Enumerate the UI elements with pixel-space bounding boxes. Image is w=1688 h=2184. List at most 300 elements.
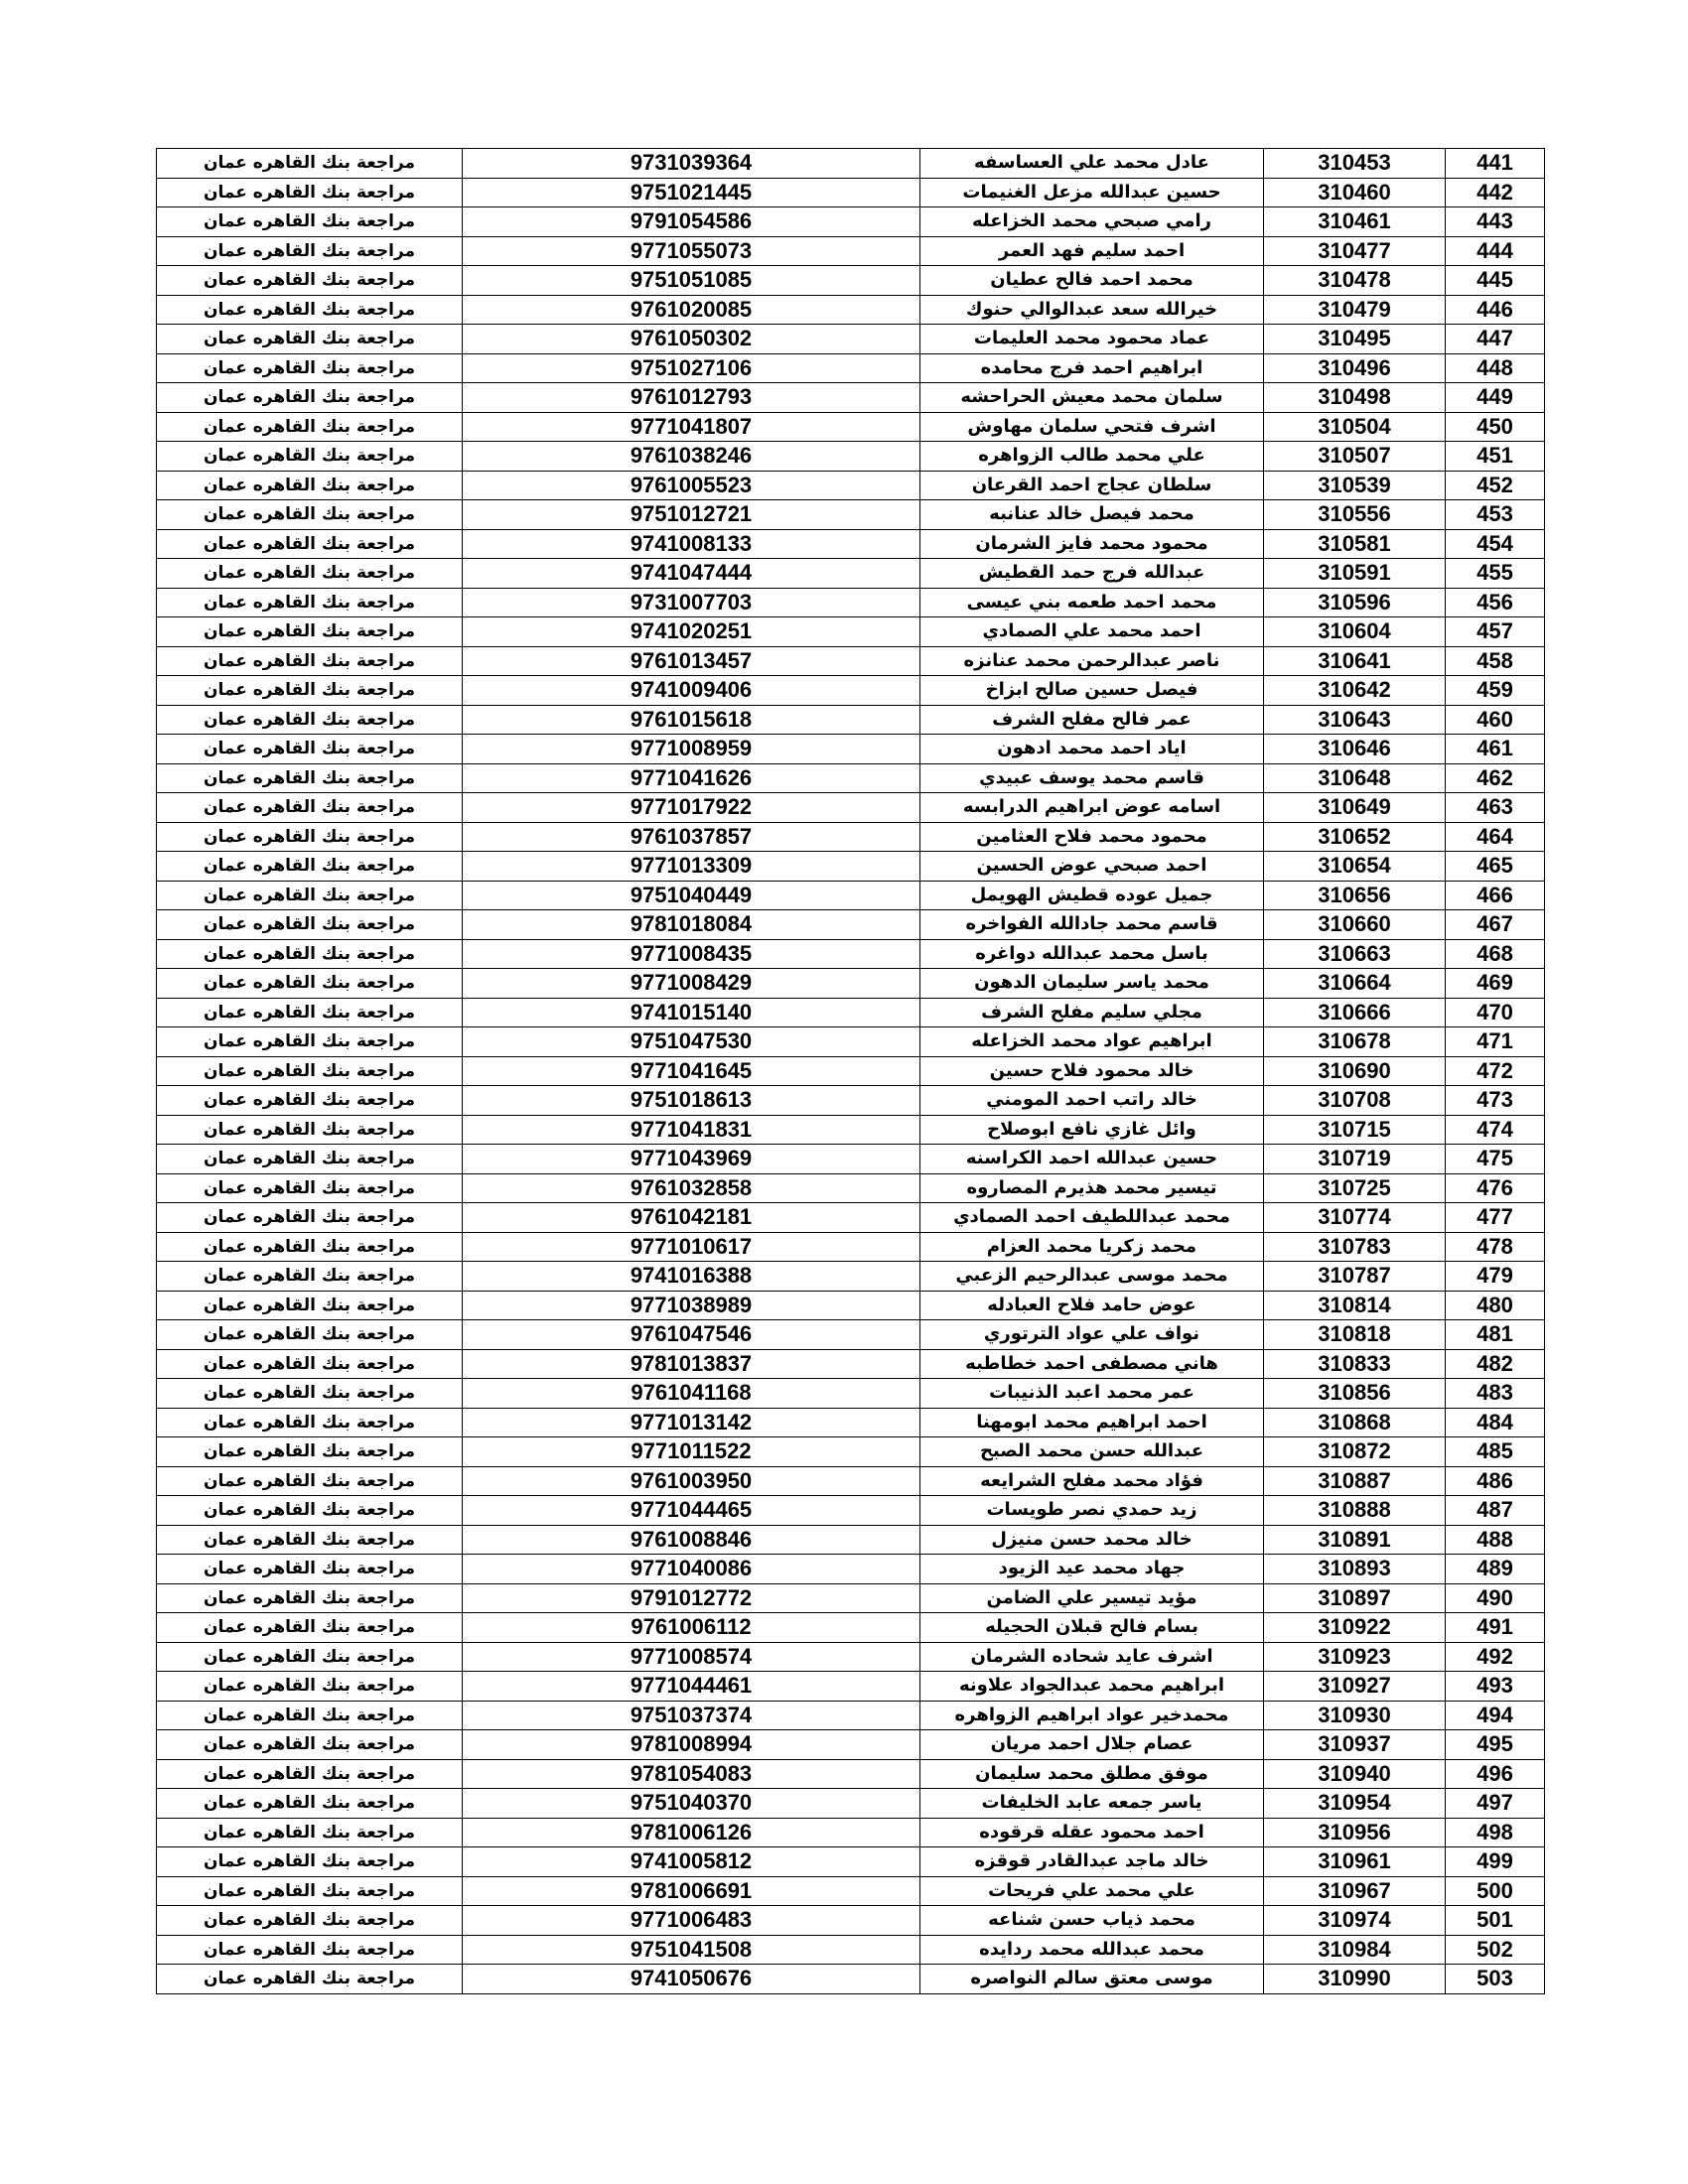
record-id-cell: 310654 — [1264, 852, 1446, 882]
serial-number-cell: 475 — [1446, 1145, 1545, 1174]
note-cell: مراجعة بنك القاهره عمان — [157, 735, 463, 764]
serial-number-cell: 454 — [1446, 529, 1545, 559]
note-cell: مراجعة بنك القاهره عمان — [157, 1086, 463, 1116]
record-id-cell: 310787 — [1264, 1262, 1446, 1292]
full-name-cell: محمد ذياب حسن شناعه — [920, 1906, 1264, 1936]
national-number-cell: 9751018613 — [463, 1086, 920, 1116]
full-name-cell: زيد حمدي نصر طويسات — [920, 1496, 1264, 1526]
record-id-cell: 310642 — [1264, 676, 1446, 706]
full-name-cell: احمد محمود عقله قرقوده — [920, 1818, 1264, 1847]
full-name-cell: عمر محمد اعبد الذنيبات — [920, 1379, 1264, 1409]
serial-number-cell: 466 — [1446, 881, 1545, 910]
full-name-cell: محمد موسى عبدالرحيم الزعبي — [920, 1262, 1264, 1292]
note-cell: مراجعة بنك القاهره عمان — [157, 1701, 463, 1730]
national-number-cell: 9771040086 — [463, 1555, 920, 1584]
note-cell: مراجعة بنك القاهره عمان — [157, 325, 463, 354]
table-row — [157, 1262, 1545, 1292]
serial-number-cell: 478 — [1446, 1232, 1545, 1262]
serial-number-cell: 450 — [1446, 412, 1545, 442]
national-number-cell: 9761050302 — [463, 325, 920, 354]
serial-number-cell: 453 — [1446, 500, 1545, 530]
record-id-cell: 310660 — [1264, 910, 1446, 940]
record-id-cell: 310984 — [1264, 1935, 1446, 1965]
table-row — [157, 1086, 1545, 1116]
serial-number-cell: 483 — [1446, 1379, 1545, 1409]
national-number-cell: 9771013142 — [463, 1408, 920, 1437]
national-number-cell: 9731007703 — [463, 588, 920, 617]
national-number-cell: 9771017922 — [463, 793, 920, 823]
table-row — [157, 1789, 1545, 1819]
note-cell: مراجعة بنك القاهره عمان — [157, 442, 463, 472]
national-number-cell: 9771006483 — [463, 1906, 920, 1936]
full-name-cell: عبدالله حسن محمد الصبح — [920, 1437, 1264, 1467]
national-number-cell: 9751041508 — [463, 1935, 920, 1965]
note-cell: مراجعة بنك القاهره عمان — [157, 1232, 463, 1262]
table-row — [157, 1818, 1545, 1847]
record-id-cell: 310478 — [1264, 266, 1446, 296]
table-row — [157, 969, 1545, 999]
note-cell: مراجعة بنك القاهره عمان — [157, 646, 463, 676]
record-id-cell: 310460 — [1264, 178, 1446, 207]
record-id-cell: 310678 — [1264, 1027, 1446, 1057]
national-number-cell: 9741050676 — [463, 1965, 920, 1994]
serial-number-cell: 487 — [1446, 1496, 1545, 1526]
note-cell: مراجعة بنك القاهره عمان — [157, 207, 463, 237]
serial-number-cell: 445 — [1446, 266, 1545, 296]
table-row — [157, 1437, 1545, 1467]
note-cell: مراجعة بنك القاهره عمان — [157, 1818, 463, 1847]
serial-number-cell: 455 — [1446, 559, 1545, 589]
serial-number-cell: 470 — [1446, 998, 1545, 1027]
serial-number-cell: 485 — [1446, 1437, 1545, 1467]
record-id-cell: 310495 — [1264, 325, 1446, 354]
national-number-cell: 9771055073 — [463, 236, 920, 266]
full-name-cell: خالد ماجد عبدالقادر قوقزه — [920, 1847, 1264, 1877]
note-cell: مراجعة بنك القاهره عمان — [157, 1672, 463, 1702]
national-number-cell: 9771038989 — [463, 1291, 920, 1320]
national-number-cell: 9771044461 — [463, 1672, 920, 1702]
record-id-cell: 310872 — [1264, 1437, 1446, 1467]
full-name-cell: عبدالله فرج حمد القطيش — [920, 559, 1264, 589]
note-cell: مراجعة بنك القاهره عمان — [157, 559, 463, 589]
note-cell: مراجعة بنك القاهره عمان — [157, 266, 463, 296]
national-number-cell: 9761037857 — [463, 822, 920, 852]
table-row — [157, 1672, 1545, 1702]
serial-number-cell: 503 — [1446, 1965, 1545, 1994]
note-cell: مراجعة بنك القاهره عمان — [157, 705, 463, 735]
serial-number-cell: 493 — [1446, 1672, 1545, 1702]
note-cell: مراجعة بنك القاهره عمان — [157, 500, 463, 530]
table-row — [157, 1555, 1545, 1584]
note-cell: مراجعة بنك القاهره عمان — [157, 1379, 463, 1409]
table-row — [157, 1379, 1545, 1409]
record-id-cell: 310666 — [1264, 998, 1446, 1027]
record-id-cell: 310581 — [1264, 529, 1446, 559]
table-row — [157, 1965, 1545, 1994]
record-id-cell: 310927 — [1264, 1672, 1446, 1702]
table-row — [157, 178, 1545, 207]
national-number-cell: 9761015618 — [463, 705, 920, 735]
serial-number-cell: 476 — [1446, 1173, 1545, 1203]
full-name-cell: احمد ابراهيم محمد ابومهنا — [920, 1408, 1264, 1437]
table-row — [157, 1115, 1545, 1145]
national-number-cell: 9741020251 — [463, 617, 920, 647]
serial-number-cell: 467 — [1446, 910, 1545, 940]
full-name-cell: خيرالله سعد عبدالوالي حنوك — [920, 295, 1264, 325]
note-cell: مراجعة بنك القاهره عمان — [157, 353, 463, 383]
table-row — [157, 1027, 1545, 1057]
serial-number-cell: 472 — [1446, 1056, 1545, 1086]
note-cell: مراجعة بنك القاهره عمان — [157, 1965, 463, 1994]
table-row — [157, 646, 1545, 676]
national-number-cell: 9751051085 — [463, 266, 920, 296]
table-row — [157, 1145, 1545, 1174]
full-name-cell: اشرف فتحي سلمان مهاوش — [920, 412, 1264, 442]
record-id-cell: 310893 — [1264, 1555, 1446, 1584]
full-name-cell: هاني مصطفى احمد خطاطبه — [920, 1349, 1264, 1379]
serial-number-cell: 449 — [1446, 383, 1545, 413]
serial-number-cell: 447 — [1446, 325, 1545, 354]
full-name-cell: موسى معتق سالم النواصره — [920, 1965, 1264, 1994]
note-cell: مراجعة بنك القاهره عمان — [157, 1876, 463, 1906]
record-id-cell: 310507 — [1264, 442, 1446, 472]
national-number-cell: 9771013309 — [463, 852, 920, 882]
table-row — [157, 325, 1545, 354]
full-name-cell: وائل غازي نافع ابوصلاح — [920, 1115, 1264, 1145]
national-number-cell: 9751012721 — [463, 500, 920, 530]
note-cell: مراجعة بنك القاهره عمان — [157, 1730, 463, 1760]
note-cell: مراجعة بنك القاهره عمان — [157, 1115, 463, 1145]
record-id-cell: 310930 — [1264, 1701, 1446, 1730]
serial-number-cell: 465 — [1446, 852, 1545, 882]
full-name-cell: محمد زكريا محمد العزام — [920, 1232, 1264, 1262]
table-row — [157, 910, 1545, 940]
national-number-cell: 9771041831 — [463, 1115, 920, 1145]
record-id-cell: 310479 — [1264, 295, 1446, 325]
record-id-cell: 310496 — [1264, 353, 1446, 383]
full-name-cell: محمد فيصل خالد عنانبه — [920, 500, 1264, 530]
record-id-cell: 310649 — [1264, 793, 1446, 823]
note-cell: مراجعة بنك القاهره عمان — [157, 1262, 463, 1292]
record-id-cell: 310643 — [1264, 705, 1446, 735]
table-row — [157, 1847, 1545, 1877]
serial-number-cell: 459 — [1446, 676, 1545, 706]
table-row — [157, 735, 1545, 764]
table-row — [157, 1613, 1545, 1643]
full-name-cell: محمود محمد فايز الشرمان — [920, 529, 1264, 559]
note-cell: مراجعة بنك القاهره عمان — [157, 471, 463, 500]
table-row — [157, 207, 1545, 237]
record-id-cell: 310967 — [1264, 1876, 1446, 1906]
full-name-cell: عماد محمود محمد العليمات — [920, 325, 1264, 354]
serial-number-cell: 479 — [1446, 1262, 1545, 1292]
record-id-cell: 310961 — [1264, 1847, 1446, 1877]
table-row — [157, 1525, 1545, 1555]
national-number-cell: 9751047530 — [463, 1027, 920, 1057]
note-cell: مراجعة بنك القاهره عمان — [157, 236, 463, 266]
table-row — [157, 529, 1545, 559]
national-number-cell: 9761005523 — [463, 471, 920, 500]
full-name-cell: تيسير محمد هذيرم المصاروه — [920, 1173, 1264, 1203]
table-row — [157, 852, 1545, 882]
serial-number-cell: 452 — [1446, 471, 1545, 500]
full-name-cell: حسين عبدالله احمد الكراسنه — [920, 1145, 1264, 1174]
note-cell: مراجعة بنك القاهره عمان — [157, 617, 463, 647]
national-number-cell: 9781054083 — [463, 1759, 920, 1789]
table-row — [157, 1642, 1545, 1672]
record-id-cell: 310646 — [1264, 735, 1446, 764]
table-row — [157, 763, 1545, 793]
note-cell: مراجعة بنك القاهره عمان — [157, 939, 463, 969]
national-number-cell: 9741008133 — [463, 529, 920, 559]
note-cell: مراجعة بنك القاهره عمان — [157, 1349, 463, 1379]
table-row — [157, 1583, 1545, 1613]
full-name-cell: خالد محمود فلاح حسين — [920, 1056, 1264, 1086]
table-row — [157, 442, 1545, 472]
full-name-cell: ابراهيم محمد عبدالجواد علاونه — [920, 1672, 1264, 1702]
record-id-cell: 310648 — [1264, 763, 1446, 793]
full-name-cell: عمر فالح مفلح الشرف — [920, 705, 1264, 735]
record-id-cell: 310774 — [1264, 1203, 1446, 1233]
serial-number-cell: 496 — [1446, 1759, 1545, 1789]
record-id-cell: 310814 — [1264, 1291, 1446, 1320]
record-id-cell: 310937 — [1264, 1730, 1446, 1760]
record-id-cell: 310556 — [1264, 500, 1446, 530]
serial-number-cell: 474 — [1446, 1115, 1545, 1145]
table-row — [157, 1466, 1545, 1496]
serial-number-cell: 451 — [1446, 442, 1545, 472]
serial-number-cell: 468 — [1446, 939, 1545, 969]
table-row — [157, 676, 1545, 706]
full-name-cell: محمد احمد طعمه بني عيسى — [920, 588, 1264, 617]
national-number-cell: 9781013837 — [463, 1349, 920, 1379]
national-number-cell: 9771041645 — [463, 1056, 920, 1086]
record-id-cell: 310498 — [1264, 383, 1446, 413]
note-cell: مراجعة بنك القاهره عمان — [157, 295, 463, 325]
record-id-cell: 310923 — [1264, 1642, 1446, 1672]
record-id-cell: 310690 — [1264, 1056, 1446, 1086]
table-row — [157, 236, 1545, 266]
record-id-cell: 310708 — [1264, 1086, 1446, 1116]
national-number-cell: 9761013457 — [463, 646, 920, 676]
serial-number-cell: 458 — [1446, 646, 1545, 676]
table-row — [157, 822, 1545, 852]
national-number-cell: 9771011522 — [463, 1437, 920, 1467]
table-row — [157, 266, 1545, 296]
national-number-cell: 9771008959 — [463, 735, 920, 764]
note-cell: مراجعة بنك القاهره عمان — [157, 793, 463, 823]
serial-number-cell: 457 — [1446, 617, 1545, 647]
full-name-cell: اياد احمد محمد ادهون — [920, 735, 1264, 764]
serial-number-cell: 494 — [1446, 1701, 1545, 1730]
full-name-cell: محمدخير عواد ابراهيم الزواهره — [920, 1701, 1264, 1730]
table-row — [157, 1496, 1545, 1526]
record-id-cell: 310887 — [1264, 1466, 1446, 1496]
note-cell: مراجعة بنك القاهره عمان — [157, 1555, 463, 1584]
full-name-cell: اسامه عوض ابراهيم الدرابسه — [920, 793, 1264, 823]
national-number-cell: 9761032858 — [463, 1173, 920, 1203]
full-name-cell: باسل محمد عبدالله دواغره — [920, 939, 1264, 969]
full-name-cell: احمد صبحي عوض الحسين — [920, 852, 1264, 882]
note-cell: مراجعة بنك القاهره عمان — [157, 1789, 463, 1819]
record-id-cell: 310897 — [1264, 1583, 1446, 1613]
full-name-cell: فيصل حسين صالح ابزاخ — [920, 676, 1264, 706]
full-name-cell: مجلي سليم مفلح الشرف — [920, 998, 1264, 1027]
record-id-cell: 310504 — [1264, 412, 1446, 442]
record-id-cell: 310596 — [1264, 588, 1446, 617]
national-number-cell: 9771041626 — [463, 763, 920, 793]
table-row — [157, 881, 1545, 910]
full-name-cell: علي محمد علي فريحات — [920, 1876, 1264, 1906]
note-cell: مراجعة بنك القاهره عمان — [157, 149, 463, 179]
serial-number-cell: 502 — [1446, 1935, 1545, 1965]
note-cell: مراجعة بنك القاهره عمان — [157, 1642, 463, 1672]
serial-number-cell: 469 — [1446, 969, 1545, 999]
record-id-cell: 310818 — [1264, 1320, 1446, 1350]
record-id-cell: 310591 — [1264, 559, 1446, 589]
table-row — [157, 1408, 1545, 1437]
national-number-cell: 9781008994 — [463, 1730, 920, 1760]
note-cell: مراجعة بنك القاهره عمان — [157, 1056, 463, 1086]
serial-number-cell: 463 — [1446, 793, 1545, 823]
table-row — [157, 500, 1545, 530]
national-number-cell: 9771041807 — [463, 412, 920, 442]
table-row — [157, 412, 1545, 442]
national-number-cell: 9781006126 — [463, 1818, 920, 1847]
full-name-cell: علي محمد طالب الزواهره — [920, 442, 1264, 472]
record-id-cell: 310954 — [1264, 1789, 1446, 1819]
table-row — [157, 149, 1545, 179]
note-cell: مراجعة بنك القاهره عمان — [157, 1525, 463, 1555]
serial-number-cell: 488 — [1446, 1525, 1545, 1555]
national-number-cell: 9761008846 — [463, 1525, 920, 1555]
note-cell: مراجعة بنك القاهره عمان — [157, 1847, 463, 1877]
full-name-cell: فؤاد محمد مفلح الشرايعه — [920, 1466, 1264, 1496]
note-cell: مراجعة بنك القاهره عمان — [157, 998, 463, 1027]
full-name-cell: بسام فالح قبلان الحجيله — [920, 1613, 1264, 1643]
note-cell: مراجعة بنك القاهره عمان — [157, 910, 463, 940]
results-table — [156, 148, 1545, 1994]
serial-number-cell: 501 — [1446, 1906, 1545, 1936]
national-number-cell: 9751037374 — [463, 1701, 920, 1730]
full-name-cell: عصام جلال احمد مريان — [920, 1730, 1264, 1760]
full-name-cell: محمود محمد فلاح العثامين — [920, 822, 1264, 852]
note-cell: مراجعة بنك القاهره عمان — [157, 383, 463, 413]
note-cell: مراجعة بنك القاهره عمان — [157, 1408, 463, 1437]
note-cell: مراجعة بنك القاهره عمان — [157, 1496, 463, 1526]
table-row — [157, 998, 1545, 1027]
note-cell: مراجعة بنك القاهره عمان — [157, 676, 463, 706]
note-cell: مراجعة بنك القاهره عمان — [157, 178, 463, 207]
national-number-cell: 9761020085 — [463, 295, 920, 325]
serial-number-cell: 456 — [1446, 588, 1545, 617]
full-name-cell: قاسم محمد يوسف عبيدي — [920, 763, 1264, 793]
full-name-cell: محمد عبدالله محمد ردايده — [920, 1935, 1264, 1965]
note-cell: مراجعة بنك القاهره عمان — [157, 588, 463, 617]
table-row — [157, 793, 1545, 823]
full-name-cell: عوض حامد فلاح العبادله — [920, 1291, 1264, 1320]
national-number-cell: 9761047546 — [463, 1320, 920, 1350]
serial-number-cell: 464 — [1446, 822, 1545, 852]
record-id-cell: 310868 — [1264, 1408, 1446, 1437]
table-row — [157, 1203, 1545, 1233]
note-cell: مراجعة بنك القاهره عمان — [157, 412, 463, 442]
note-cell: مراجعة بنك القاهره عمان — [157, 1613, 463, 1643]
note-cell: مراجعة بنك القاهره عمان — [157, 1320, 463, 1350]
serial-number-cell: 442 — [1446, 178, 1545, 207]
serial-number-cell: 484 — [1446, 1408, 1545, 1437]
serial-number-cell: 490 — [1446, 1583, 1545, 1613]
national-number-cell: 9751040370 — [463, 1789, 920, 1819]
record-id-cell: 310783 — [1264, 1232, 1446, 1262]
serial-number-cell: 477 — [1446, 1203, 1545, 1233]
table-row — [157, 559, 1545, 589]
national-number-cell: 9771043969 — [463, 1145, 920, 1174]
serial-number-cell: 492 — [1446, 1642, 1545, 1672]
full-name-cell: احمد سليم فهد العمر — [920, 236, 1264, 266]
record-id-cell: 310663 — [1264, 939, 1446, 969]
table-row — [157, 1056, 1545, 1086]
serial-number-cell: 460 — [1446, 705, 1545, 735]
full-name-cell: ابراهيم احمد فرج محامده — [920, 353, 1264, 383]
national-number-cell: 9771044465 — [463, 1496, 920, 1526]
record-id-cell: 310664 — [1264, 969, 1446, 999]
full-name-cell: اشرف عايد شحاده الشرمان — [920, 1642, 1264, 1672]
national-number-cell: 9771008574 — [463, 1642, 920, 1672]
note-cell: مراجعة بنك القاهره عمان — [157, 763, 463, 793]
full-name-cell: سلمان محمد معيش الحراحشه — [920, 383, 1264, 413]
record-id-cell: 310461 — [1264, 207, 1446, 237]
full-name-cell: جميل عوده قطيش الهويمل — [920, 881, 1264, 910]
table-row — [157, 1906, 1545, 1936]
note-cell: مراجعة بنك القاهره عمان — [157, 1466, 463, 1496]
record-id-cell: 310477 — [1264, 236, 1446, 266]
national-number-cell: 9761041168 — [463, 1379, 920, 1409]
note-cell: مراجعة بنك القاهره عمان — [157, 529, 463, 559]
national-number-cell: 9751027106 — [463, 353, 920, 383]
national-number-cell: 9751021445 — [463, 178, 920, 207]
note-cell: مراجعة بنك القاهره عمان — [157, 1145, 463, 1174]
table-row — [157, 1320, 1545, 1350]
note-cell: مراجعة بنك القاهره عمان — [157, 1173, 463, 1203]
serial-number-cell: 482 — [1446, 1349, 1545, 1379]
serial-number-cell: 448 — [1446, 353, 1545, 383]
note-cell: مراجعة بنك القاهره عمان — [157, 852, 463, 882]
national-number-cell: 9741005812 — [463, 1847, 920, 1877]
note-cell: مراجعة بنك القاهره عمان — [157, 1906, 463, 1936]
serial-number-cell: 441 — [1446, 149, 1545, 179]
serial-number-cell: 499 — [1446, 1847, 1545, 1877]
record-id-cell: 310974 — [1264, 1906, 1446, 1936]
note-cell: مراجعة بنك القاهره عمان — [157, 1935, 463, 1965]
full-name-cell: محمد ياسر سليمان الدهون — [920, 969, 1264, 999]
full-name-cell: خالد راتب احمد المومني — [920, 1086, 1264, 1116]
national-number-cell: 9761038246 — [463, 442, 920, 472]
record-id-cell: 310715 — [1264, 1115, 1446, 1145]
table-row — [157, 1759, 1545, 1789]
full-name-cell: خالد محمد حسن منيزل — [920, 1525, 1264, 1555]
record-id-cell: 310833 — [1264, 1349, 1446, 1379]
table-row — [157, 383, 1545, 413]
full-name-cell: مؤيد تيسير علي الضامن — [920, 1583, 1264, 1613]
note-cell: مراجعة بنك القاهره عمان — [157, 1759, 463, 1789]
full-name-cell: ناصر عبدالرحمن محمد عنانزه — [920, 646, 1264, 676]
record-id-cell: 310656 — [1264, 881, 1446, 910]
note-cell: مراجعة بنك القاهره عمان — [157, 1027, 463, 1057]
serial-number-cell: 461 — [1446, 735, 1545, 764]
record-id-cell: 310604 — [1264, 617, 1446, 647]
note-cell: مراجعة بنك القاهره عمان — [157, 822, 463, 852]
